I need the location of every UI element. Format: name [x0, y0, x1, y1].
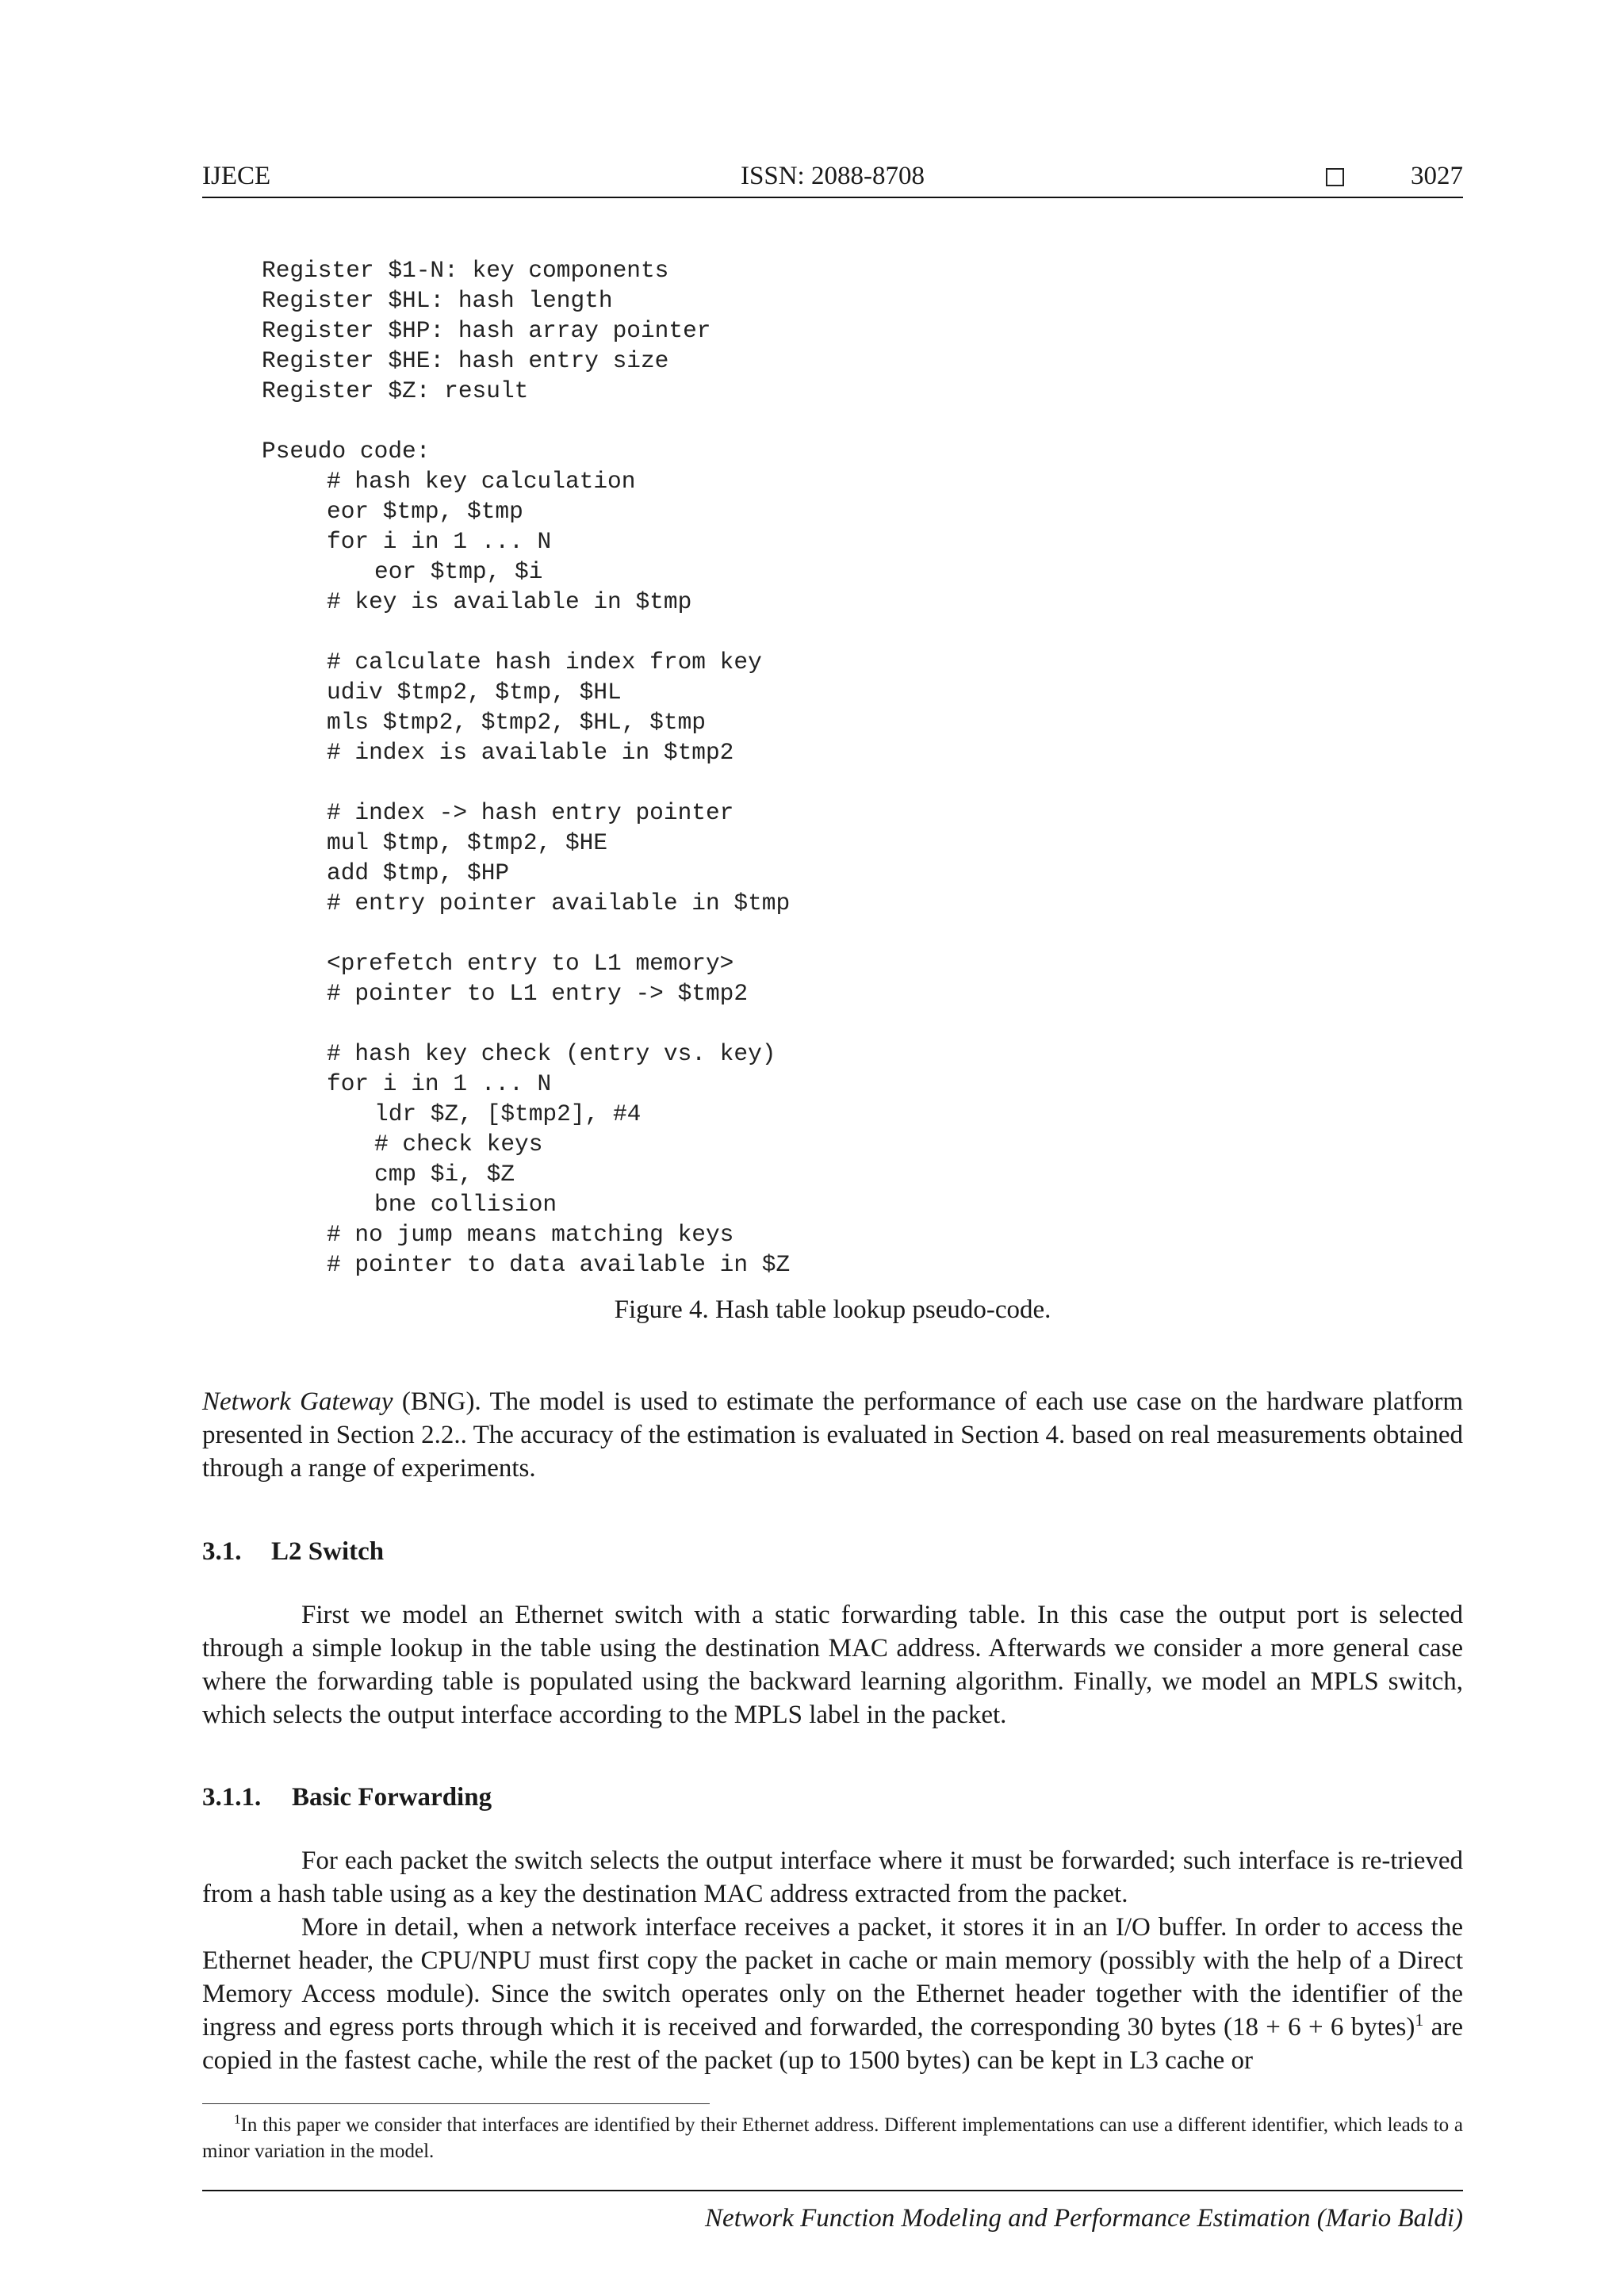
- code-line: for i in 1 ... N: [327, 1070, 552, 1097]
- code-line: <prefetch entry to L1 memory>: [327, 950, 734, 977]
- footnote-marker: 1: [234, 2111, 241, 2127]
- figure-caption: Figure 4. Hash table lookup pseudo-code.: [614, 1295, 1051, 1324]
- code-line: # entry pointer available in $tmp: [327, 890, 791, 916]
- code-line: # hash key check (entry vs. key): [327, 1040, 776, 1067]
- intro-text: (BNG). The model is used to estimate the performance of each use case on the hardware platform presented in Section 2.2.. The accuracy of the estimation is evaluated in Section 4. based on real measurements obtained through a range of experiments.: [202, 1387, 1463, 1483]
- footer-rule: [202, 2190, 1463, 2191]
- code-line: [262, 918, 790, 948]
- paragraph-text: More in detail, when a network interface receives a packet, it stores it in an I/O buffer. In order to access the Ethernet header, the CPU/NPU must first copy the packet in cache or main memory (possibly with the help of a Direct Memory Access module). Since the switch operates only on the Ethernet header together with the identifier of the ingress and egress ports through which it is received and forwarded, the corresponding 30 bytes (18 + 6 + 6 bytes): [202, 1913, 1463, 2042]
- code-line: eor $tmp, $tmp: [327, 498, 523, 525]
- code-line: # hash key calculation: [327, 468, 636, 495]
- code-line: # pointer to L1 entry -> $tmp2: [327, 980, 749, 1007]
- code-line: Register $1-N: key components: [262, 257, 669, 284]
- paragraph: For each packet the switch selects the output interface where it must be forwarded; such interface is re-trieved from a hash table using as a key the destination MAC address extracted from the packet.: [202, 1846, 1463, 1908]
- code-line: [262, 767, 790, 798]
- paragraph-text: are copied in the fastest cache, while the rest of the packet (up to 1500 bytes) can be kept in L3 cache or: [202, 2013, 1463, 2075]
- code-line: [262, 1008, 790, 1039]
- intro-paragraph: [202, 1385, 1463, 1485]
- code-line: # pointer to data available in $Z: [327, 1251, 791, 1278]
- code-line: # check keys: [374, 1131, 543, 1158]
- square-icon: [1326, 168, 1344, 186]
- code-line: [262, 617, 790, 647]
- code-line: Register $Z: result: [262, 377, 529, 404]
- running-header: [202, 159, 1463, 198]
- page-number: 3027: [1411, 162, 1463, 190]
- code-line: # no jump means matching keys: [327, 1221, 734, 1248]
- running-footer: Network Function Modeling and Performance Estimation (Mario Baldi): [705, 2204, 1463, 2233]
- section-title: Basic Forwarding: [292, 1783, 492, 1812]
- code-line: Register $HP: hash array pointer: [262, 317, 711, 344]
- code-line: bne collision: [374, 1191, 557, 1218]
- code-line: mul $tmp, $tmp2, $HE: [327, 829, 608, 856]
- journal-name: IJECE: [202, 162, 271, 190]
- code-line: mls $tmp2, $tmp2, $HL, $tmp: [327, 709, 706, 736]
- code-line: Register $HL: hash length: [262, 287, 613, 314]
- code-line: ldr $Z, [$tmp2], #4: [374, 1100, 642, 1127]
- footnote: [202, 2112, 1463, 2164]
- paragraph: First we model an Ethernet switch with a static forwarding table. In this case the output port is selected through a simple lookup in the table using the destination MAC address. Afterwards we consider a more general case where the forwarding table is populated using the backward learning algorithm. Finally, we model an MPLS switch, which selects the output interface according to the MPLS label in the packet.: [202, 1601, 1463, 1729]
- code-line: eor $tmp, $i: [374, 558, 543, 585]
- section-title: L2 Switch: [271, 1537, 385, 1566]
- code-line: # key is available in $tmp: [327, 588, 692, 615]
- code-line: # calculate hash index from key: [327, 649, 762, 675]
- section-number: 3.1.: [202, 1537, 242, 1566]
- section-heading-3-1: [202, 1534, 384, 1569]
- code-line: cmp $i, $Z: [374, 1161, 515, 1188]
- issn: ISSN: 2088-8708: [741, 162, 925, 190]
- code-line: Register $HE: hash entry size: [262, 347, 669, 374]
- footnote-ref: 1: [1415, 2010, 1424, 2030]
- code-line: for i in 1 ... N: [327, 528, 552, 555]
- code-line: [262, 406, 790, 436]
- section-3-1-paragraph: [202, 1598, 1463, 1732]
- code-line: # index is available in $tmp2: [327, 739, 734, 766]
- code-line: udiv $tmp2, $tmp, $HL: [327, 679, 622, 706]
- pseudo-code-block: [262, 255, 790, 1280]
- section-number: 3.1.1.: [202, 1783, 262, 1812]
- code-line: add $tmp, $HP: [327, 859, 510, 886]
- code-line: Pseudo code:: [262, 438, 431, 465]
- intro-italic-term: Network Gateway: [202, 1387, 393, 1416]
- paragraph: [202, 1911, 1463, 2077]
- section-3-1-1-body: [202, 1844, 1463, 2077]
- section-heading-3-1-1: [202, 1780, 492, 1815]
- code-line: # index -> hash entry pointer: [327, 799, 734, 826]
- footnote-rule: [202, 2103, 710, 2104]
- footnote-text: In this paper we consider that interfaces are identified by their Ethernet address. Different implementations can use a different identifier, which leads to a minor variation in the model.: [202, 2114, 1463, 2162]
